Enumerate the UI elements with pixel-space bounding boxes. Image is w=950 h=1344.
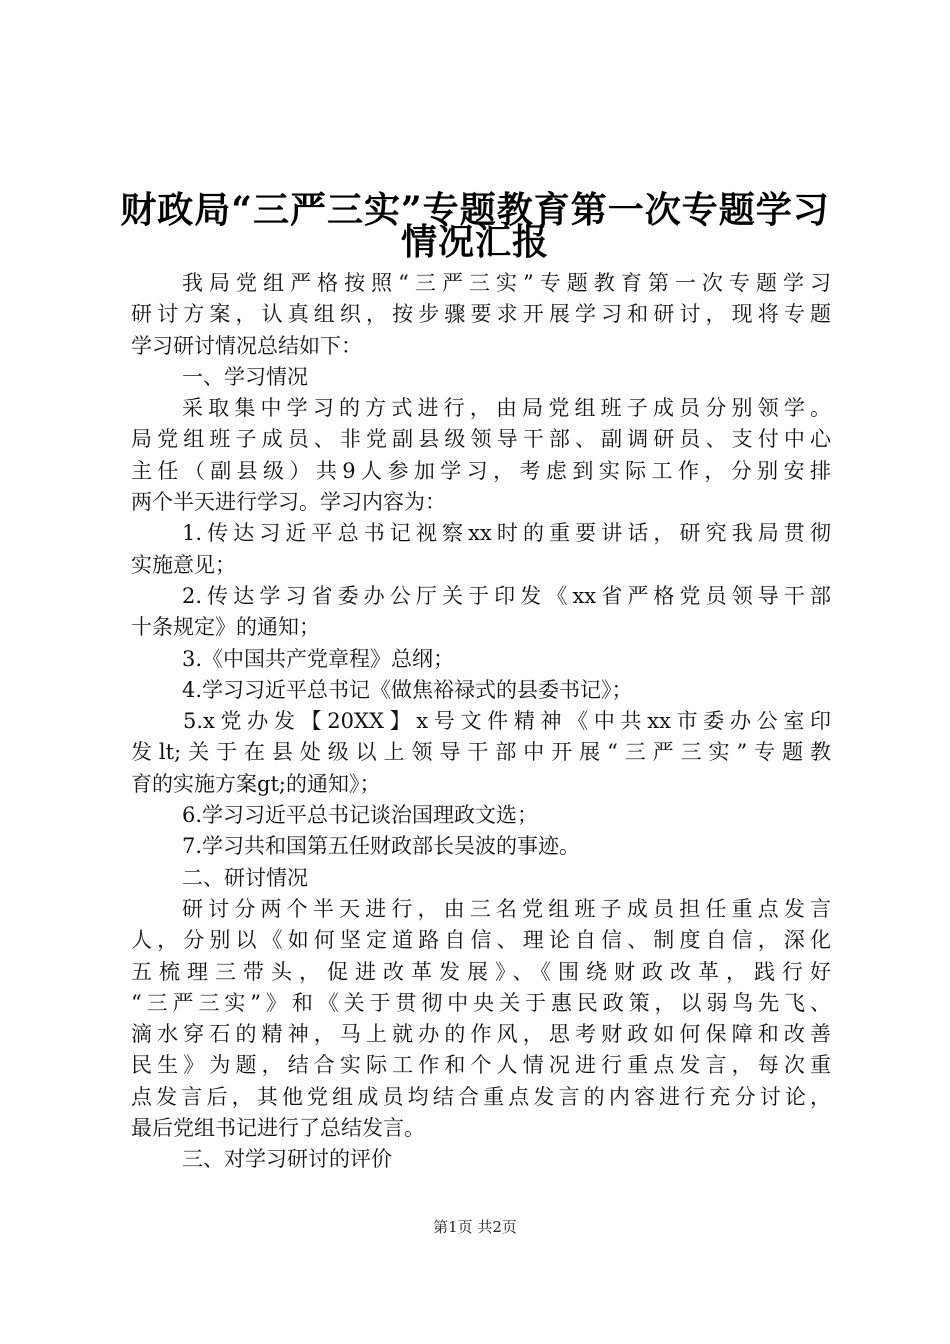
body-line: 我局党组严格按照“三严三实”专题教育第一次专题学习 [182, 271, 831, 295]
page-footer: 第1页 共2页 [433, 1218, 517, 1236]
document-title-line-2: 情况汇报 [400, 221, 549, 263]
body-line: 局党组班子成员、非党副县级领导干部、副调研员、支付中心 [131, 427, 831, 452]
document-title-line-1: 财政局“三严三实”专题教育第一次专题学习 [120, 189, 830, 231]
body-line: 研讨分两个半天进行，由三名党组班子成员担任重点发言 [182, 896, 831, 921]
body-line: 研讨方案，认真组织，按步骤要求开展学习和研讨，现将专题 [131, 302, 831, 327]
list-item: 2.传达学习省委办公厅关于印发《xx省严格党员领导干部 [182, 583, 831, 608]
document-body [131, 268, 831, 1176]
body-line: “三严三实”》和《关于贯彻中央关于惠民政策，以弱鸟先飞、 [131, 990, 831, 1015]
body-line: 两个半天进行学习。学习内容为： [131, 490, 446, 515]
list-item-continuation: 发lt;关于在县处级以上领导干部中开展“三严三实”专题教 [131, 740, 831, 765]
list-item-continuation: 育的实施方案gt;的通知》； [131, 771, 381, 796]
list-item: 3.《中国共产党章程》总纲； [182, 646, 455, 671]
body-line: 最后党组书记进行了总结发言。 [131, 1116, 425, 1141]
list-item: 6.学习习近平总书记谈治国理政文选； [182, 803, 539, 828]
list-item: 7.学习共和国第五任财政部长吴波的事迹。 [182, 834, 581, 859]
section-heading: 一、学习情况 [182, 364, 308, 389]
list-item: 5.x党办发【20XX】x号文件精神《中共xx市委办公室印 [183, 709, 831, 734]
list-item: 4.学习习近平总书记《做焦裕禄式的县委书记》； [182, 677, 633, 702]
body-line: 主任（副县级）共9人参加学习，考虑到实际工作，分别安排 [131, 458, 831, 483]
list-item: 1.传达习近平总书记视察xx时的重要讲话，研究我局贯彻 [182, 521, 831, 546]
section-heading: 二、研讨情况 [182, 865, 308, 890]
list-item-continuation: 实施意见； [131, 552, 236, 577]
body-line: 点发言后，其他党组成员均结合重点发言的内容进行充分讨论， [131, 1084, 831, 1109]
body-line: 滴水穿石的精神，马上就办的作风，思考财政如何保障和改善 [131, 1022, 831, 1047]
body-line: 五梳理三带头，促进改革发展》、《围绕财政改革，践行好 [131, 959, 831, 984]
body-line: 民生》为题，结合实际工作和个人情况进行重点发言，每次重 [131, 1053, 831, 1078]
section-heading: 三、对学习研讨的评价 [182, 1147, 392, 1172]
body-line: 学习研讨情况总结如下： [131, 333, 362, 358]
body-line: 采取集中学习的方式进行，由局党组班子成员分别领学。 [182, 396, 831, 421]
body-line: 人，分别以《如何坚定道路自信、理论自信、制度自信，深化 [131, 928, 831, 953]
list-item-continuation: 十条规定》的通知； [131, 615, 320, 640]
